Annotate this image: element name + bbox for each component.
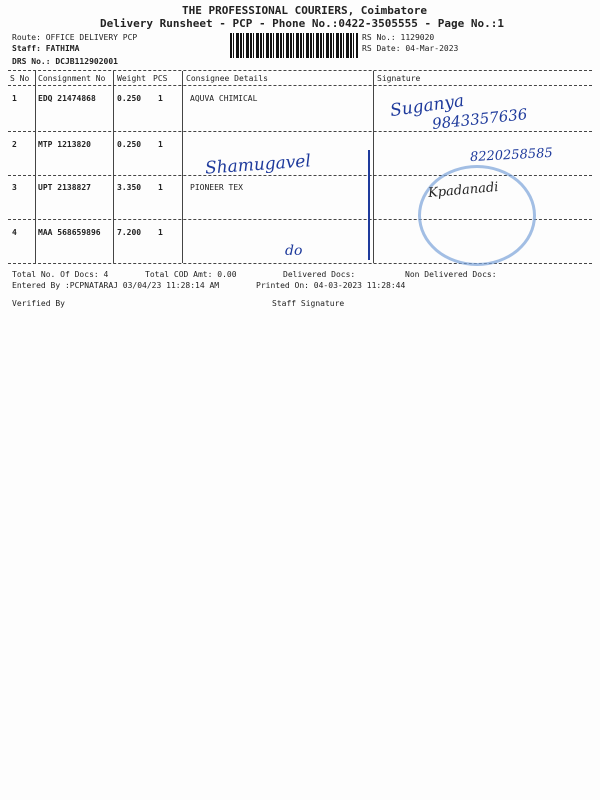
row-consignment: UPT 2138827: [38, 183, 91, 192]
handwritten-mark: do: [285, 243, 303, 259]
entered-by: Entered By :PCPNATARAJ 03/04/23 11:28:14 AM: [12, 281, 220, 290]
col-weight: Weight: [117, 74, 146, 83]
column-line: [35, 71, 36, 263]
handwritten-signature: Suganya: [388, 90, 466, 122]
row-pcs: 1: [158, 183, 163, 192]
row-weight: 3.350: [117, 183, 142, 192]
barcode: [230, 33, 358, 58]
delivered-docs: Delivered Docs:: [283, 270, 356, 279]
handwritten-signature: Kpadanadi: [427, 179, 499, 202]
total-cod: Total COD Amt: 0.00: [145, 270, 237, 279]
col-pcs: PCS: [153, 74, 168, 83]
col-consignment: Consignment No: [38, 74, 106, 83]
verified-by: Verified By: [12, 299, 65, 308]
handwritten-bracket: [368, 150, 370, 260]
row-consignee: AQUVA CHIMICAL: [190, 94, 258, 103]
runsheet-subtitle: Delivery Runsheet - PCP - Phone No.:0422-3505555 - Page No.:1: [100, 17, 504, 30]
divider: [8, 131, 592, 132]
row-consignment: MAA 568659896: [38, 228, 101, 237]
handwritten-name: Shamugavel: [204, 151, 312, 179]
divider: [8, 85, 592, 86]
handwritten-phone: 9843357636: [431, 105, 529, 133]
row-sno: 2: [12, 140, 17, 149]
rs-number: RS No.: 1129020: [362, 33, 435, 42]
rs-date: RS Date: 04-Mar-2023: [362, 44, 459, 53]
non-delivered-docs: Non Delivered Docs:: [405, 270, 497, 279]
row-pcs: 1: [158, 228, 163, 237]
column-line: [182, 71, 183, 263]
drs-number: DRS No.: DCJB112902001: [12, 57, 118, 66]
row-sno: 4: [12, 228, 17, 237]
route: Route: OFFICE DELIVERY PCP: [12, 33, 138, 42]
handwritten-phone: 8220258585: [469, 145, 554, 166]
total-docs: Total No. Of Docs: 4: [12, 270, 109, 279]
row-pcs: 1: [158, 140, 163, 149]
row-consignee: PIONEER TEX: [190, 183, 243, 192]
courier-stamp: [418, 165, 536, 266]
col-sno: S No: [10, 74, 30, 83]
staff: Staff: FATHIMA: [12, 44, 80, 53]
row-weight: 0.250: [117, 94, 142, 103]
row-sno: 1: [12, 94, 17, 103]
company-title: THE PROFESSIONAL COURIERS, Coimbatore: [182, 4, 428, 17]
row-consignment: MTP 1213820: [38, 140, 91, 149]
divider: [8, 70, 592, 71]
col-consignee: Consignee Details: [186, 74, 268, 83]
column-line: [113, 71, 114, 263]
row-sno: 3: [12, 183, 17, 192]
col-signature: Signature: [377, 74, 421, 83]
divider: [8, 263, 592, 264]
column-line: [373, 71, 374, 263]
row-weight: 7.200: [117, 228, 142, 237]
row-consignment: EDQ 21474868: [38, 94, 96, 103]
row-pcs: 1: [158, 94, 163, 103]
row-weight: 0.250: [117, 140, 142, 149]
printed-on: Printed On: 04-03-2023 11:28:44: [256, 281, 406, 290]
staff-signature: Staff Signature: [272, 299, 345, 308]
